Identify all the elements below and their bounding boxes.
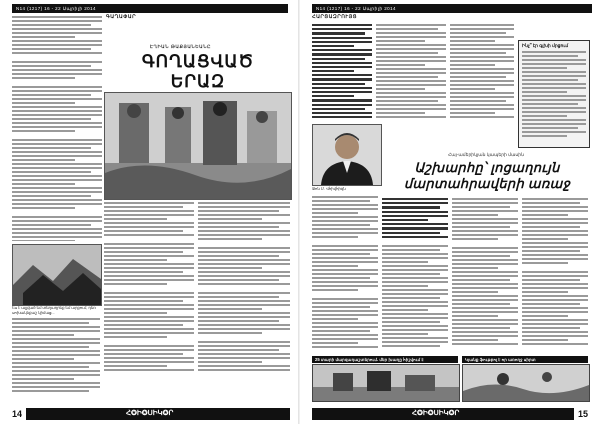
main-illustration xyxy=(104,92,292,200)
right-footer-logo: Հ✪Ի✪ՍԻԿ✪Ր xyxy=(412,410,460,417)
inset-image xyxy=(13,245,101,305)
right-text-column-4 xyxy=(522,198,588,354)
headline-line-1: ԳՈՂԱՑՎԱԾ xyxy=(141,52,255,71)
left-text-column-3 xyxy=(198,202,290,392)
right-text-column-3 xyxy=(452,198,518,354)
right-headline-line-1: Աշխարհը՝ լոցաղույն xyxy=(414,160,560,175)
right-section-tag: ՀԱՐՑԱԶՐՈՒՅՑ xyxy=(312,14,357,20)
bottom-strip-photo-1 xyxy=(312,364,460,402)
bottom-strip-title-2: Կյանք ֆութբոլ է որ առողջ սիրտ xyxy=(462,356,588,363)
left-text-column-2 xyxy=(104,202,194,392)
right-headline-line-2: մարտահրավերի առաջ xyxy=(403,176,571,191)
right-footer-bar xyxy=(312,408,574,420)
right-text-column-top-1 xyxy=(376,24,446,120)
sidebar-box-title: Ինչ՞ էր գլխի մրցում xyxy=(522,43,569,48)
inset-caption: Ես է ալլված եմ տեղադրեք եմ արքում, դեռ սոխակնքաշ կիմաց... xyxy=(12,306,96,315)
inset-photo xyxy=(12,244,102,306)
bottom-strip-photo-2 xyxy=(462,364,590,402)
portrait-photo xyxy=(312,124,382,186)
left-footer-logo: Հ✪Ի✪ՍԻԿ✪Ր xyxy=(126,410,174,417)
strip-image-2 xyxy=(463,365,589,401)
left-text-column-1b xyxy=(12,318,100,398)
sidebar-box-text xyxy=(522,51,586,143)
illustration-image xyxy=(105,93,291,199)
left-topbar: N14 (1217) 16 - 22 Ապրիլի 2014 xyxy=(12,4,288,13)
headline-line-2: ԵՐԱԶ xyxy=(170,72,226,91)
right-intro-column xyxy=(312,24,372,120)
right-subhead: Հայ-ամերիկյան կապերի մասին xyxy=(448,152,524,157)
right-page xyxy=(300,0,600,424)
author-byline: ԷՂԻԱՆ ԹԱՔՅԱՆԵԱՆԸ xyxy=(150,44,211,49)
right-page-number: 15 xyxy=(578,409,589,419)
right-text-column-top-2 xyxy=(450,24,514,120)
left-section-tag: ԳԱՂԱՓԱՐ xyxy=(106,14,137,20)
portrait-image xyxy=(313,125,381,185)
right-topbar: N14 (1217) 16 - 22 Ապրիլի 2014 xyxy=(312,4,592,13)
left-footer-bar xyxy=(26,408,290,420)
right-text-column-2 xyxy=(382,198,448,354)
strip-image-1 xyxy=(313,365,459,401)
left-text-column-1 xyxy=(12,16,102,241)
portrait-caption: Ջոն Մ. Վհիվհիզն xyxy=(312,187,346,191)
left-page-number: 14 xyxy=(12,409,23,419)
right-text-column-1 xyxy=(312,196,378,354)
bottom-strip-title-1: 25 տարի մարզադաշտերում. մեր խաղը հիշվում է xyxy=(312,356,458,363)
sidebar-box xyxy=(518,40,590,148)
